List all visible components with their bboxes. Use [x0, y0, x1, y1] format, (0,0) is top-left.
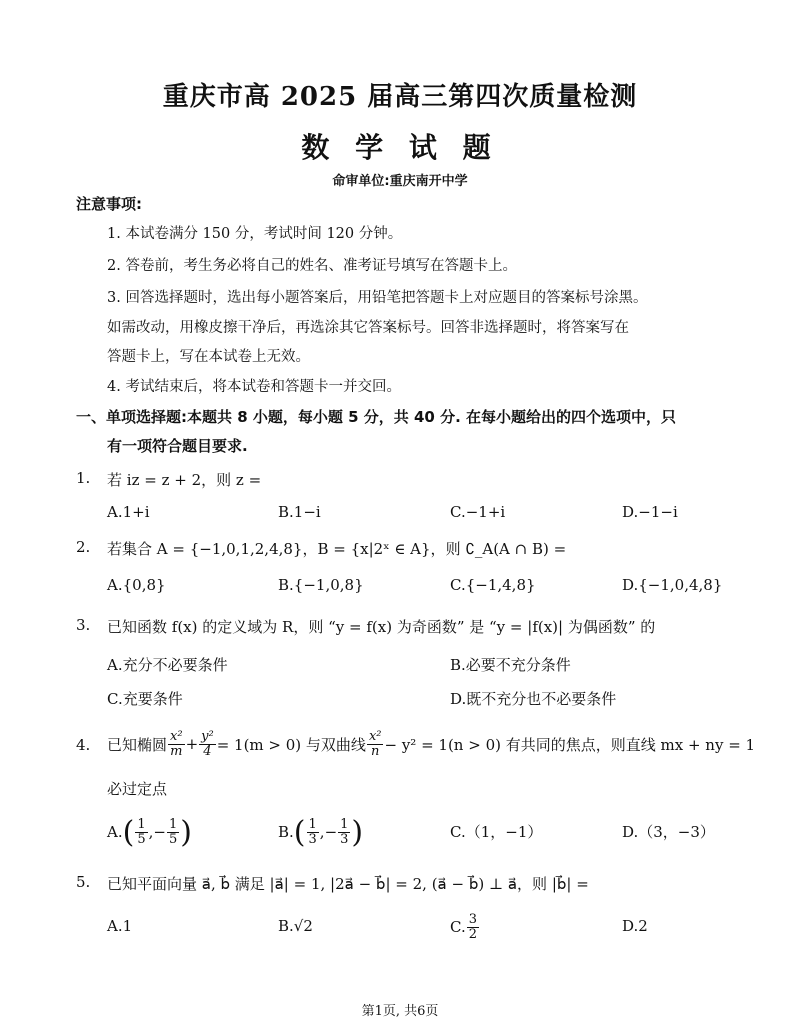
notice-heading: 注意事项: — [76, 195, 142, 213]
question-number: 4. — [76, 736, 91, 754]
question-number: 3. — [76, 616, 91, 634]
option-c: C. $\frac{3}{2}$ — [450, 911, 477, 942]
stem-text: − y² = 1(n > 0) 有共同的焦点，则直线 mx + ny = 1 — [384, 735, 756, 754]
option-b: B.必要不充分条件 — [450, 656, 571, 674]
option-b: B. ( $\frac{1}{3}$ ,− $\frac{1}{3}$ ) — [278, 814, 364, 850]
option-d: D.既不充分也不必要条件 — [450, 690, 617, 708]
plus-sign: + — [185, 735, 199, 753]
notice-item: 如需改动，用橡皮擦干净后，再选涂其它答案标号。回答非选择题时，将答案写在 — [107, 320, 629, 336]
option-a: A. ( $\frac{1}{5}$ ,− $\frac{1}{5}$ ) — [107, 814, 192, 850]
option-c: C.−1+i — [450, 503, 506, 521]
question-stem: 若 iz = z + 2，则 z = — [107, 471, 262, 489]
fraction: $\frac{1}{5}$ — [168, 816, 178, 847]
page-footer: 第1页, 共6页 — [361, 1004, 439, 1019]
question-stem: 已知函数 f(x) 的定义域为 R，则 “y = f(x) 为奇函数” 是 “y = |f(x)| 为偶函数” 的 — [107, 618, 656, 636]
option-c: C.充要条件 — [107, 690, 183, 708]
fraction-3-over-2: $\frac{3}{2}$ — [468, 911, 477, 942]
exam-title: 重庆市高 2025 届高三第四次质量检测 — [162, 82, 638, 112]
fraction-y2-over-4: $\frac{\text{y²}}{4}$ — [201, 728, 214, 759]
option-a: A.1 — [107, 917, 133, 935]
section-heading-cont: 有一项符合题目要求. — [107, 437, 248, 455]
stem-text: = 1(m > 0) 与双曲线 — [216, 735, 366, 754]
stem-text: 已知椭圆 — [107, 735, 168, 754]
notice-item: 答题卡上，写在本试卷上无效。 — [107, 349, 310, 365]
option-d: D.{−1,0,4,8} — [622, 576, 723, 594]
option-d: D.−1−i — [622, 503, 678, 521]
option-a: A.充分不必要条件 — [107, 656, 228, 674]
question-stem — [107, 722, 755, 766]
notice-item: 3. 回答选择题时，选出每小题答案后，用铅笔把答题卡上对应题目的答案标号涂黑。 — [107, 290, 648, 306]
notice-item: 2. 答卷前，考生务必将自己的姓名、准考证号填写在答题卡上。 — [107, 258, 517, 274]
option-b: B.1−i — [278, 503, 321, 521]
fraction: $\frac{1}{5}$ — [137, 816, 146, 847]
question-stem: 若集合 A = {−1,0,1,2,4,8}，B = {x|2ˣ ∈ A}，则 ∁_A(A ∩ B) = — [107, 540, 567, 558]
notice-item: 1. 本试卷满分 150 分，考试时间 120 分钟。 — [107, 226, 403, 242]
fraction-x2-over-n: $\frac{\text{x²}}{n}$ — [368, 728, 382, 759]
exam-creator: 命审单位:重庆南开中学 — [332, 174, 468, 189]
fraction: $\frac{1}{3}$ — [340, 816, 349, 847]
option-d: D.（3，−3） — [622, 823, 715, 841]
option-a: A.1+i — [107, 503, 150, 521]
exam-subject: 数 学 试 题 — [301, 131, 499, 164]
option-b: B.√2 — [278, 917, 313, 935]
fraction: $\frac{1}{3}$ — [308, 816, 317, 847]
question-stem-cont: 必过定点 — [107, 780, 168, 798]
notice-item: 4. 考试结束后，将本试卷和答题卡一并交回。 — [107, 379, 401, 395]
question-number: 1. — [76, 469, 91, 487]
question-stem: 已知平面向量 a⃗, b⃗ 满足 |a⃗| = 1, |2a⃗ − b⃗| = 2, (a⃗ − b⃗) ⊥ a⃗，则 |b⃗| = — [107, 875, 589, 893]
option-d: D.2 — [622, 917, 648, 935]
option-c: C.{−1,4,8} — [450, 576, 536, 594]
option-a: A.{0,8} — [107, 576, 166, 594]
section-heading: 一、单项选择题:本题共 8 小题，每小题 5 分，共 40 分. 在每小题给出的四个选项中，只 — [76, 408, 677, 426]
question-number: 2. — [76, 538, 91, 556]
fraction-x2-over-m: $\frac{\text{x²}}{m}$ — [170, 728, 183, 759]
option-c: C.（1，−1） — [450, 823, 543, 841]
question-number: 5. — [76, 873, 91, 891]
option-b: B.{−1,0,8} — [278, 576, 364, 594]
